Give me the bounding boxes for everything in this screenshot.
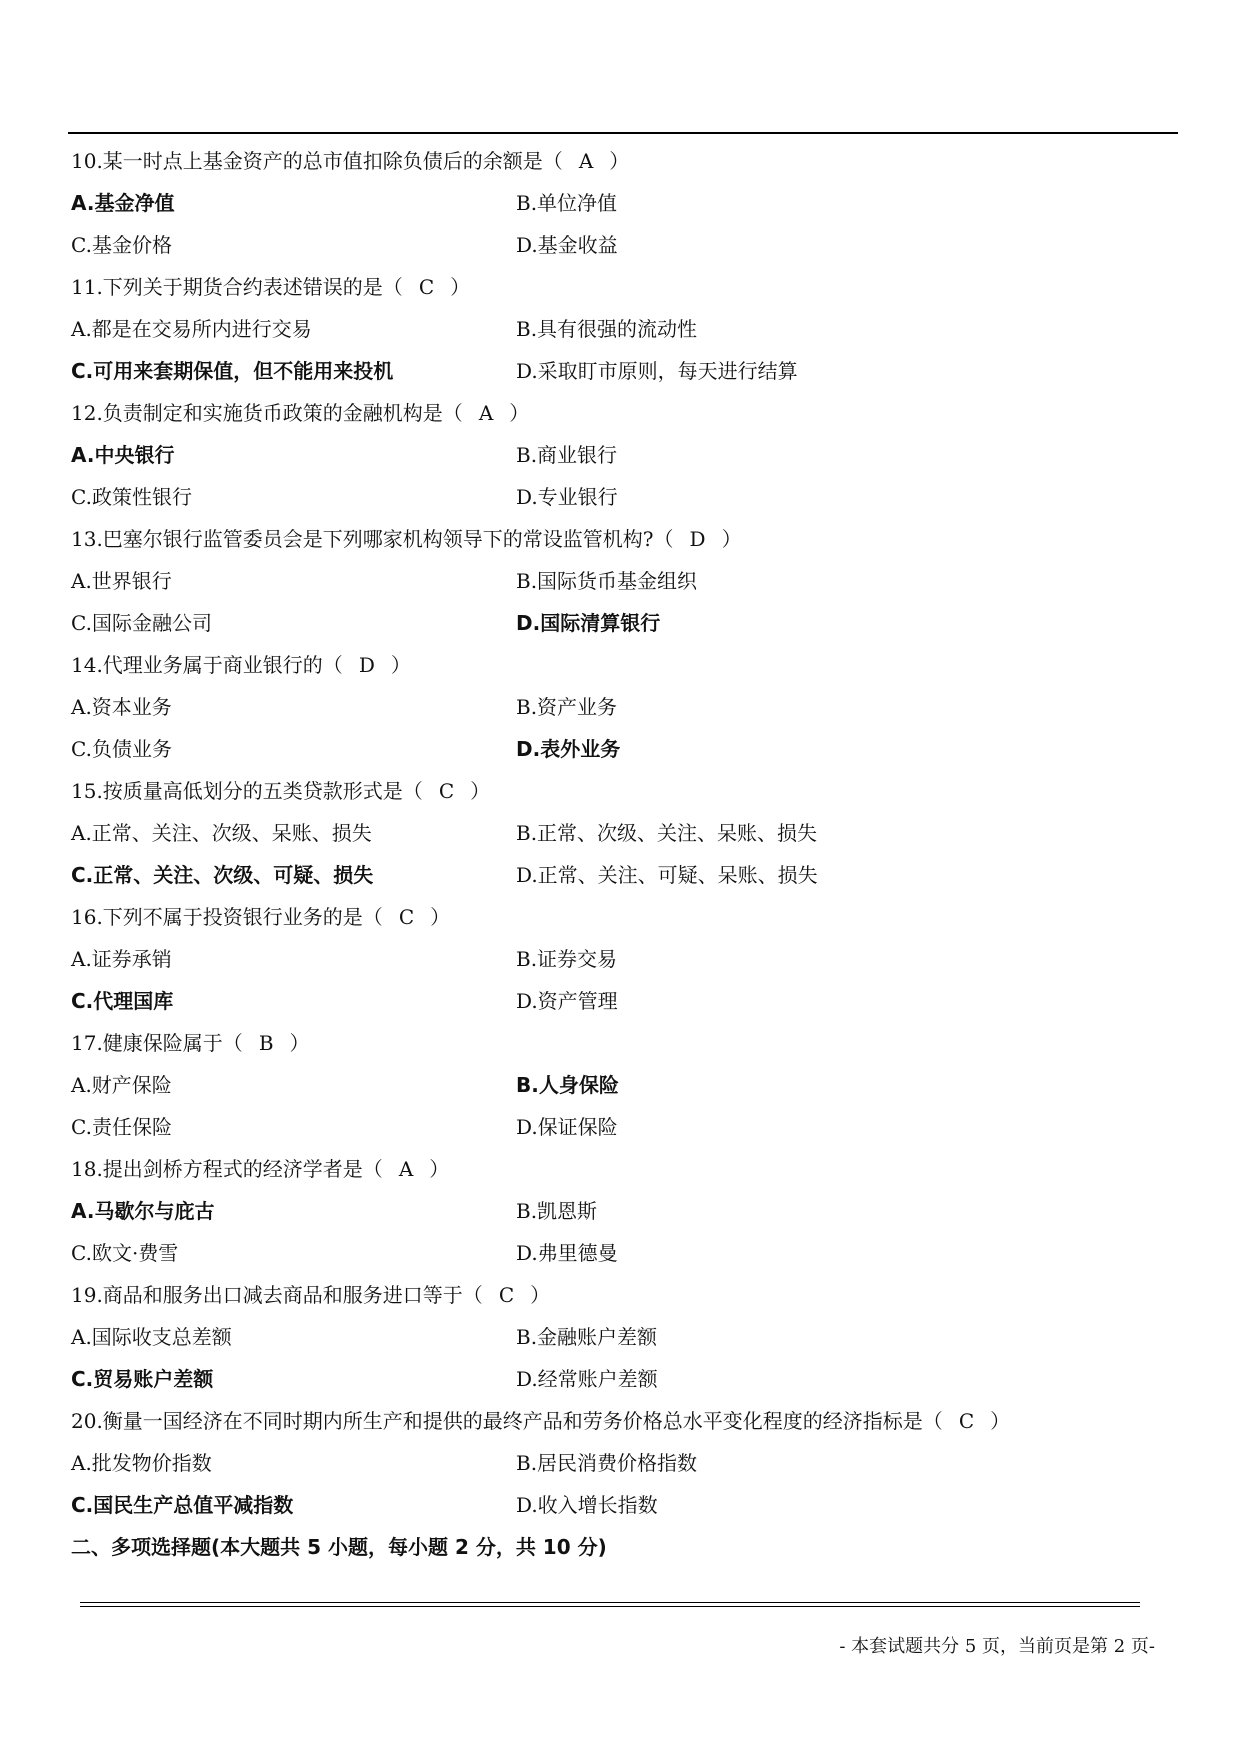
question-text: 10.某一时点上基金资产的总市值扣除负债后的余额是（ <box>71 149 563 173</box>
question-text: 20.衡量一国经济在不同时期内所生产和提供的最终产品和劳务价格总水平变化程度的经济指标是（ <box>71 1409 943 1433</box>
question-stem <box>71 1148 1181 1190</box>
closing-paren: ） <box>450 275 471 299</box>
option-b: B.凯恩斯 <box>516 1199 598 1223</box>
closing-paren: ） <box>990 1409 1011 1433</box>
question-text: 19.商品和服务出口减去商品和服务进口等于（ <box>71 1283 483 1307</box>
option-c: C.可用来套期保值，但不能用来投机 <box>71 359 394 383</box>
footer-double-rule <box>80 1602 1140 1607</box>
closing-paren: ） <box>609 149 630 173</box>
option-row <box>71 1358 1181 1400</box>
option-b: B.人身保险 <box>516 1073 619 1097</box>
option-d: D.专业银行 <box>516 485 618 509</box>
option-row <box>71 980 1181 1022</box>
option-row <box>71 1442 1181 1484</box>
question-list <box>71 140 1181 1568</box>
option-row <box>71 1484 1181 1526</box>
question-text: 13.巴塞尔银行监管委员会是下列哪家机构领导下的常设监管机构?（ <box>71 527 674 551</box>
option-row <box>71 1190 1181 1232</box>
closing-paren: ） <box>430 905 451 929</box>
option-d: D.正常、关注、可疑、呆账、损失 <box>516 863 818 887</box>
option-a: A.都是在交易所内进行交易 <box>71 317 312 341</box>
option-d: D.收入增长指数 <box>516 1493 658 1517</box>
question-stem <box>71 644 1181 686</box>
question-stem <box>71 266 1181 308</box>
option-c: C.负债业务 <box>71 737 172 761</box>
question-text: 14.代理业务属于商业银行的（ <box>71 653 343 677</box>
option-d: D.采取盯市原则，每天进行结算 <box>516 359 798 383</box>
closing-paren: ） <box>390 653 411 677</box>
option-a: A.正常、关注、次级、呆账、损失 <box>71 821 372 845</box>
option-c: C.国民生产总值平减指数 <box>71 1493 294 1517</box>
option-d: D.基金收益 <box>516 233 618 257</box>
question-text: 12.负责制定和实施货币政策的金融机构是（ <box>71 401 463 425</box>
option-a: A.财产保险 <box>71 1073 172 1097</box>
question-stem <box>71 140 1181 182</box>
question-stem <box>71 1022 1181 1064</box>
option-b: B.居民消费价格指数 <box>516 1451 698 1475</box>
option-a: A.证券承销 <box>71 947 172 971</box>
option-row <box>71 854 1181 896</box>
option-row <box>71 1316 1181 1358</box>
answer-letter: D <box>358 653 375 677</box>
question-stem <box>71 1274 1181 1316</box>
option-row <box>71 560 1181 602</box>
option-row <box>71 308 1181 350</box>
option-c: C.欧文·费雪 <box>71 1241 179 1265</box>
option-b: B.正常、次级、关注、呆账、损失 <box>516 821 818 845</box>
option-row <box>71 476 1181 518</box>
option-b: B.商业银行 <box>516 443 618 467</box>
answer-letter: C <box>958 1409 975 1433</box>
closing-paren: ） <box>530 1283 551 1307</box>
question-stem <box>71 392 1181 434</box>
option-a: A.资本业务 <box>71 695 172 719</box>
closing-paren: ） <box>289 1031 310 1055</box>
section-heading: 二、多项选择题(本大题共 5 小题，每小题 2 分，共 10 分) <box>71 1535 607 1559</box>
answer-letter: C <box>418 275 435 299</box>
closing-paren: ） <box>429 1157 450 1181</box>
answer-letter: D <box>689 527 706 551</box>
option-b: B.国际货币基金组织 <box>516 569 698 593</box>
option-c: C.正常、关注、次级、可疑、损失 <box>71 863 374 887</box>
page-footer: - 本套试题共分 5 页，当前页是第 2 页- <box>839 1636 1155 1657</box>
option-row <box>71 350 1181 392</box>
option-a: A.世界银行 <box>71 569 172 593</box>
option-row <box>71 938 1181 980</box>
option-row <box>71 728 1181 770</box>
answer-letter: C <box>498 1283 515 1307</box>
option-d: D.国际清算银行 <box>516 611 661 635</box>
option-b: B.单位净值 <box>516 191 618 215</box>
question-stem <box>71 1400 1181 1442</box>
option-c: C.贸易账户差额 <box>71 1367 214 1391</box>
answer-letter: A <box>398 1157 414 1181</box>
option-row <box>71 1064 1181 1106</box>
question-text: 11.下列关于期货合约表述错误的是（ <box>71 275 403 299</box>
option-a: A.批发物价指数 <box>71 1451 212 1475</box>
option-row <box>71 1106 1181 1148</box>
option-c: C.责任保险 <box>71 1115 172 1139</box>
option-b: B.资产业务 <box>516 695 618 719</box>
question-text: 17.健康保险属于（ <box>71 1031 243 1055</box>
option-b: B.具有很强的流动性 <box>516 317 698 341</box>
answer-letter: C <box>398 905 415 929</box>
option-c: C.政策性银行 <box>71 485 192 509</box>
option-d: D.弗里德曼 <box>516 1241 618 1265</box>
closing-paren: ） <box>509 401 530 425</box>
option-row <box>71 434 1181 476</box>
option-d: D.资产管理 <box>516 989 618 1013</box>
option-a: A.马歇尔与庇古 <box>71 1199 215 1223</box>
question-text: 15.按质量高低划分的五类贷款形式是（ <box>71 779 423 803</box>
option-row <box>71 686 1181 728</box>
question-text: 18.提出剑桥方程式的经济学者是（ <box>71 1157 383 1181</box>
option-c: C.基金价格 <box>71 233 172 257</box>
closing-paren: ） <box>470 779 491 803</box>
option-b: B.证券交易 <box>516 947 618 971</box>
option-a: A.基金净值 <box>71 191 175 215</box>
question-text: 16.下列不属于投资银行业务的是（ <box>71 905 383 929</box>
header-rule <box>68 132 1178 134</box>
option-row <box>71 1232 1181 1274</box>
option-d: D.保证保险 <box>516 1115 618 1139</box>
question-stem <box>71 896 1181 938</box>
option-b: B.金融账户差额 <box>516 1325 658 1349</box>
option-row <box>71 182 1181 224</box>
question-stem <box>71 518 1181 560</box>
answer-letter: A <box>478 401 494 425</box>
option-d: D.经常账户差额 <box>516 1367 658 1391</box>
option-c: C.代理国库 <box>71 989 174 1013</box>
question-stem <box>71 770 1181 812</box>
option-d: D.表外业务 <box>516 737 621 761</box>
option-c: C.国际金融公司 <box>71 611 212 635</box>
option-a: A.中央银行 <box>71 443 175 467</box>
option-row <box>71 224 1181 266</box>
option-row <box>71 812 1181 854</box>
closing-paren: ） <box>721 527 742 551</box>
option-a: A.国际收支总差额 <box>71 1325 232 1349</box>
answer-letter: C <box>438 779 455 803</box>
answer-letter: A <box>578 149 594 173</box>
answer-letter: B <box>258 1031 274 1055</box>
option-row <box>71 602 1181 644</box>
